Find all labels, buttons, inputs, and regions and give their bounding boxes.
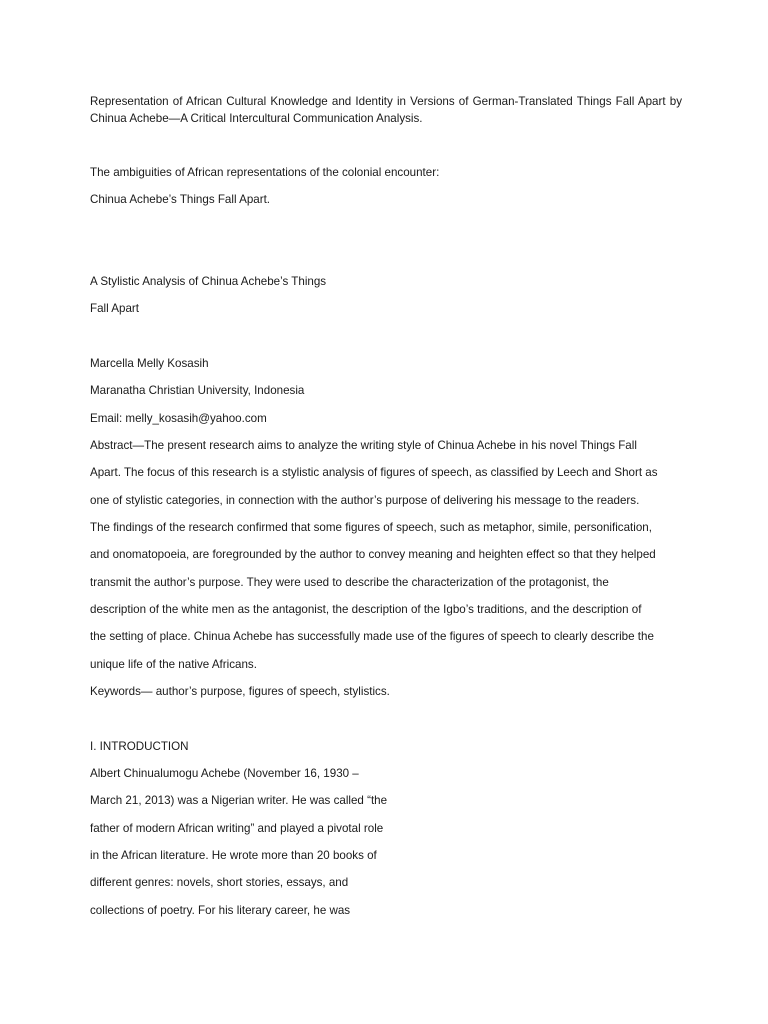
paper-title-line-2: Fall Apart — [90, 302, 139, 315]
abstract-line: one of stylistic categories, in connection with the author’s purpose of delivering his message to the readers. — [90, 494, 640, 507]
abstract-line: and onomatopoeia, are foregrounded by the author to convey meaning and heighten effect so that they helped — [90, 548, 656, 561]
author-name: Marcella Melly Kosasih — [90, 357, 209, 370]
abstract-line: transmit the author’s purpose. They were used to describe the characterization of the protagonist, the — [90, 576, 609, 589]
subtitle-line-1: The ambiguities of African representations of the colonial encounter: — [90, 166, 440, 179]
abstract-line: The findings of the research confirmed that some figures of speech, such as metaphor, simile, personification, — [90, 521, 652, 534]
intro-line: March 21, 2013) was a Nigerian writer. He was called “the — [90, 794, 388, 807]
intro-line: father of modern African writing” and played a pivotal role — [90, 822, 384, 835]
abstract-line: Abstract—The present research aims to analyze the writing style of Chinua Achebe in his novel Things Fall — [90, 439, 637, 452]
intro-line: Albert Chinualumogu Achebe (November 16, 1930 – — [90, 767, 359, 780]
intro-line: collections of poetry. For his literary career, he was — [90, 904, 351, 917]
paper-title-line-1: A Stylistic Analysis of Chinua Achebe’s Things — [90, 275, 327, 288]
keywords: Keywords— author’s purpose, figures of speech, stylistics. — [90, 685, 390, 698]
intro-line: different genres: novels, short stories, essays, and — [90, 876, 349, 889]
author-affiliation: Maranatha Christian University, Indonesia — [90, 384, 305, 397]
abstract-line: description of the white men as the antagonist, the description of the Igbo’s traditions, and the description of — [90, 603, 642, 616]
abstract-line: Apart. The focus of this research is a stylistic analysis of figures of speech, as classified by Leech and Short as — [90, 466, 658, 479]
abstract-line: unique life of the native Africans. — [90, 658, 257, 671]
document-title: Representation of African Cultural Knowledge and Identity in Versions of German-Translated Things Fall Apart by Chinua Achebe—A Critical Intercultural Communication Analysis. — [90, 95, 682, 125]
intro-line: in the African literature. He wrote more than 20 books of — [90, 849, 377, 862]
author-email: Email: melly_kosasih@yahoo.com — [90, 412, 267, 425]
abstract-line: the setting of place. Chinua Achebe has successfully made use of the figures of speech to clearly describe the — [90, 630, 654, 643]
subtitle-line-2: Chinua Achebe’s Things Fall Apart. — [90, 193, 271, 206]
section-heading: I. INTRODUCTION — [90, 740, 189, 753]
